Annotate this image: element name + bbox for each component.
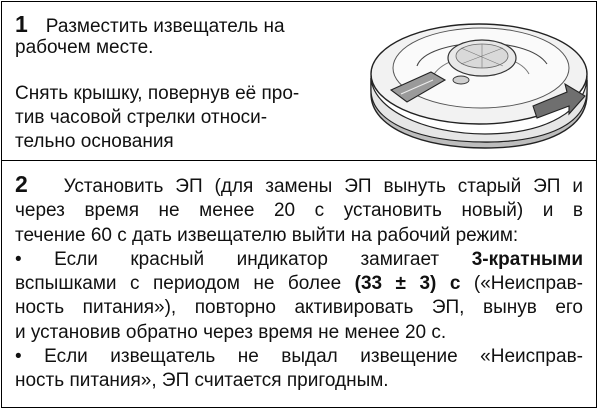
step-1-title-line1: Разместить извещатель на [45,16,285,37]
step-1-para-line: Снять крышку, повернув её про- [15,83,300,104]
step-2-text [15,172,583,394]
row-divider [2,160,596,161]
step-2-line: течение 60 с дать извещателю выйти на рабочий режим: [15,224,519,246]
step-1-row [2,2,596,160]
step-1-para-line: тельно основания [15,131,174,152]
bullet-1-line: • Если красный индикатор замигает 3-кратными [15,248,584,270]
step-1-para-line: тив часовой стрелки относи- [15,107,268,128]
step-1-number: 1 [15,11,28,37]
step-1-heading [15,12,285,39]
step-2-line: через время не менее 20 с установить новый) и в [15,200,583,222]
bullet-2-line: • Если извещатель не выдал извещение «Неисправ- [15,346,583,368]
bullet-1-line: и установив обратно через время не менее 20 с. [15,321,447,343]
step-1-instruction [15,82,335,154]
instruction-table [1,1,597,408]
step-1-title-line2: рабочем месте. [15,37,154,58]
step-2-line: 2 Установить ЭП (для замены ЭП вынуть старый ЭП и [15,171,583,197]
step-2-number: 2 [15,171,28,197]
detector-device-illustration [357,10,595,150]
bullet-1-line: вспышками с периодом не более (33 ± 3) с («Неисправ- [15,273,584,295]
bullet-1-line: ность питания»), повторно активировать ЭП, вынув его [15,297,583,319]
bullet-2-line: ность питания», ЭП считается пригодным. [15,370,389,392]
